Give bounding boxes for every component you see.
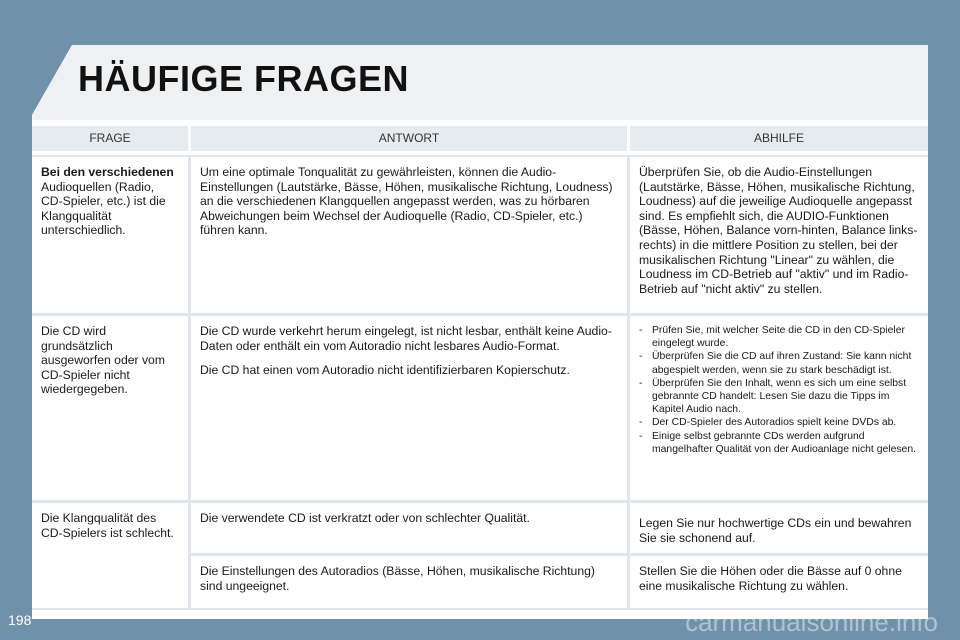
antwort-paragraph-1: Die CD wurde verkehrt herum eingelegt, ist nicht lesbar, enthält keine Audio-Daten oder enthält ein vom Autoradio nicht lesbares Audio-Format. xyxy=(200,324,612,353)
table-row-2-antwort xyxy=(191,316,627,500)
header-antwort: ANTWORT xyxy=(191,126,627,151)
list-item: - Überprüfen Sie den Inhalt, wenn es sich um eine selbst gebrannte CD handelt: Lesen Sie dazu die Tipps im Kapitel Audio nach. xyxy=(639,377,919,417)
list-item: - Der CD-Spieler des Autoradios spielt keine DVDs ab. xyxy=(639,416,919,429)
list-item: - Einige selbst gebrannte CDs werden aufgrund mangelhafter Qualität von der Audioanlage nicht gelesen. xyxy=(639,430,919,456)
abhilfe-list xyxy=(639,324,919,456)
frage-text: Audioquellen (Radio, CD-Spieler, etc.) ist die Klangqualität unterschiedlich. xyxy=(41,179,166,238)
header-abhilfe: ABHILFE xyxy=(630,126,928,151)
antwort-text: Die Einstellungen des Autoradios (Bässe, Höhen, musikalische Richtung) sind ungeeignet. xyxy=(200,564,595,593)
antwort-text: Die verwendete CD ist verkratzt oder von schlechter Qualität. xyxy=(200,511,530,525)
abhilfe-text: Stellen Sie die Höhen oder die Bässe auf 0 ohne eine musikalische Richtung zu wählen. xyxy=(639,564,902,593)
list-item: - Überprüfen Sie die CD auf ihren Zustand: Sie kann nicht abgespielt werden, wenn sie zu stark beschädigt ist. xyxy=(639,350,919,376)
list-item: - Prüfen Sie, mit welcher Seite die CD in den CD-Spieler eingelegt wurde. xyxy=(639,324,919,350)
page-number: 198 xyxy=(8,612,32,628)
table-row-2-abhilfe xyxy=(630,316,928,500)
abhilfe-text: Überprüfen Sie, ob die Audio-Einstellungen (Lautstärke, Bässe, Höhen, musikalische Richtung, Loudness) auf die jeweilige Audioquelle angepasst sind. Es empfiehlt sich, die AUDIO-Funktionen (Bässe, Höhen, Balance vorn-hinten, Balance links-rechts) in die mittlere Position zu stellen, bei der musikalischen Richtung "Linear" zu wählen, die Loudness im CD-Betrieb auf "aktiv" und im Radio-Betrieb auf "nicht aktiv" zu stellen. xyxy=(639,165,918,296)
table-row-3b-abhilfe xyxy=(630,556,928,608)
table-row-3a-abhilfe xyxy=(630,503,928,553)
table-row-2-frage xyxy=(32,316,188,500)
table-row-1-abhilfe xyxy=(630,157,928,313)
frage-text: Die Klangqualität des CD-Spielers ist schlecht. xyxy=(41,511,174,540)
antwort-paragraph-2: Die CD hat einen vom Autoradio nicht identifizierbaren Kopierschutz. xyxy=(200,363,570,378)
abhilfe-text: Legen Sie nur hochwertige CDs ein und bewahren Sie sie schonend auf. xyxy=(639,516,912,545)
table-row-3b-antwort xyxy=(191,556,627,608)
header-frage: FRAGE xyxy=(32,126,188,151)
table-row-3a-antwort xyxy=(191,503,627,553)
page-title: HÄUFIGE FRAGEN xyxy=(78,58,409,99)
antwort-text: Um eine optimale Tonqualität zu gewährleisten, können die Audio-Einstellungen (Lautstärke, Bässe, Höhen, musikalische Richtung, Loudness) an die verschiedenen Klangquellen angepasst werden, was zu hörbaren Abweichungen beim Wechsel der Audioquelle (Radio, CD-Spieler, etc.) führen kann. xyxy=(200,165,613,238)
table-row-1-frage xyxy=(32,157,188,313)
table-row-3-frage xyxy=(32,503,188,608)
table-row-1-antwort xyxy=(191,157,627,313)
watermark: carmanualsonline.info xyxy=(685,607,938,637)
frage-bold-text: Bei den verschiedenen xyxy=(41,165,174,179)
frage-text: Die CD wird grundsätzlich ausgeworfen oder vom CD-Spieler nicht wiedergegeben. xyxy=(41,324,165,397)
